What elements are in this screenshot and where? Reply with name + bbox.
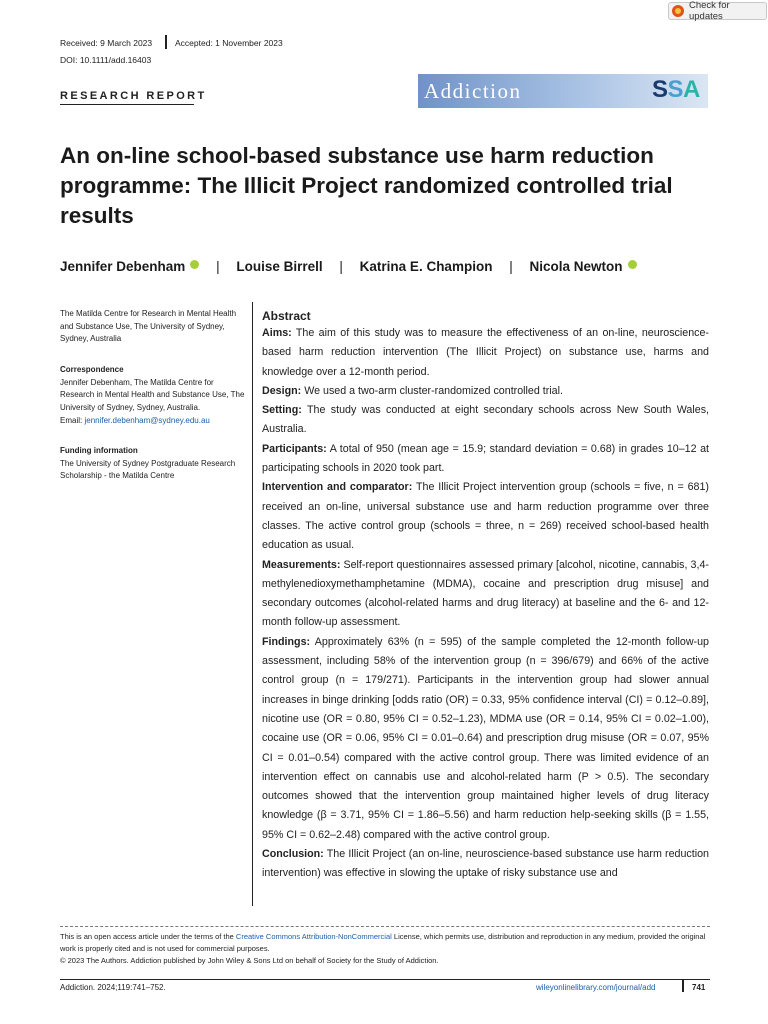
ssa-logo: SSA <box>652 76 700 103</box>
orcid-icon[interactable] <box>190 260 199 269</box>
crossmark-icon <box>672 5 684 17</box>
meta-divider <box>165 35 167 49</box>
author-list <box>60 259 700 274</box>
license-note: This is an open access article under the terms of the Creative Commons Attribution-NonCommercial License, which permits use, distribution and reproduction in any medium, provided the original work is properly cited and is not used for commercial purposes. © 2023 The Authors. Addiction published by John Wiley & Sons Ltd on behalf of Society for the Study of Addiction. <box>60 932 706 965</box>
abstract-divider <box>252 302 253 906</box>
copyright: © 2023 The Authors. Addiction published by John Wiley & Sons Ltd on behalf of Society for the Study of Addiction. <box>60 956 439 965</box>
page-number: 741 <box>692 983 706 992</box>
author-separator: | <box>509 259 513 274</box>
section-label: RESEARCH REPORT <box>60 90 207 102</box>
abstract-measurements: Measurements: Self-report questionnaires assessed primary [alcohol, nicotine, cannabis, 3,4-methylenedioxymethamphetamine (MDMA), cocaine and prescription drug misuse] and secondary outcomes (alcohol-related harms and drug literacy) at baseline and the 6- and 12-month follow-up assessment. <box>262 558 709 629</box>
funding-heading: Funding information <box>60 446 138 455</box>
author-name[interactable]: Katrina E. Champion <box>359 259 493 274</box>
journal-name: Addiction <box>424 79 522 103</box>
abstract-heading: Abstract <box>262 309 311 323</box>
funding-block <box>60 445 250 483</box>
received-date: Received: 9 March 2023 <box>60 38 153 48</box>
journal-url-link[interactable]: wileyonlinelibrary.com/journal/add <box>536 983 656 992</box>
abstract-participants: Participants: A total of 950 (mean age = 15.9; standard deviation = 0.68) in grades 10–12 at participating schools in 2020 took part. <box>262 442 709 475</box>
cc-license-link[interactable]: Creative Commons Attribution-NonCommercial <box>235 932 392 941</box>
author-separator: | <box>216 259 220 274</box>
author-name[interactable]: Louise Birrell <box>236 259 323 274</box>
abstract-design: Design: We used a two-arm cluster-randomized controlled trial. <box>262 384 563 397</box>
affiliation: The Matilda Centre for Research in Mental Health and Substance Use, The University of Sydney, Sydney, Australia <box>60 309 237 344</box>
footer-citation: Addiction. 2024;119:741–752. <box>60 983 166 992</box>
email-label: Email: <box>60 415 83 425</box>
check-for-updates-button[interactable] <box>668 2 767 20</box>
author-separator: | <box>339 259 343 274</box>
check-for-updates-label: Check for updates <box>688 0 730 22</box>
funding-text: The University of Sydney Postgraduate Research Scholarship - the Matilda Centre <box>60 458 236 481</box>
footer-rule <box>60 979 710 980</box>
doi: DOI: 10.1111/add.16403 <box>60 55 152 65</box>
author-name[interactable]: Jennifer Debenham <box>60 259 186 274</box>
section-label-underline <box>60 104 194 105</box>
accepted-date: Accepted: 1 November 2023 <box>175 38 283 48</box>
correspondence-block <box>60 364 250 428</box>
correspondence-heading: Correspondence <box>60 365 124 374</box>
author-name[interactable]: Nicola Newton <box>529 259 623 274</box>
abstract-conclusion: Conclusion: The Illicit Project (an on-line, neuroscience-based substance use harm reduction intervention) was effective in slowing the uptake of risky substance use and <box>262 848 710 880</box>
orcid-icon[interactable] <box>628 260 637 269</box>
article-title: An on-line school-based substance use harm reduction programme: The Illicit Project randomized controlled trial results <box>60 143 673 228</box>
correspondence-email-link[interactable]: jennifer.debenham@sydney.edu.au <box>84 415 210 425</box>
correspondence-text: Jennifer Debenham, The Matilda Centre for Research in Mental Health and Substance Use, The University of Sydney, Sydney, Australia. <box>60 377 245 413</box>
footer-divider <box>682 980 684 992</box>
abstract-intervention: Intervention and comparator: The Illicit Project intervention group (schools = five, n = 681) received an on-line, universal substance use and harm reduction programme over three classes. The active control group (schools = three, n = 269) received school-based health education as usual. <box>262 481 709 552</box>
license-divider <box>60 926 710 927</box>
abstract <box>262 306 709 884</box>
abstract-findings: Findings: Approximately 63% (n = 595) of the sample completed the 12-month follow-up assessment, including 58% of the intervention group (n = 396/679) and 66% of the active control group (n = 179/271). Participants in the intervention group had slower annual increases in binge drinking [odds ratio (OR) = 0.33, 95% confidence interval (CI) = 0.12–0.89], nicotine use (OR = 0.80, 95% CI = 0.52–1.23), MDMA use (OR = 0.14, 95% CI = 0.02–1.00), cocaine use (OR = 0.06, 95% CI = 0.01–0.64) and prescription drug misuse (OR = 0.07, 95% CI = 0.01–0.54) compared with the active control group. There was limited evidence of an intervention effect on cannabis use and alcohol-related harm (P > 0.5). The secondary outcomes showed that the intervention group maintained higher levels of drug literacy knowledge (β = 3.71, 95% CI = 1.86–5.56) and harm reduction help-seeking skills (β = 1.55, 95% CI = 0.62–2.48) compared with the active control group. <box>262 635 709 841</box>
abstract-setting: Setting: The study was conducted at eight secondary schools across New South Wales, Australia. <box>262 404 710 436</box>
abstract-aims: Aims: The aim of this study was to measure the effectiveness of an on-line, neuroscience-based harm reduction intervention (The Illicit Project) on substance use, harms and knowledge over a 12-month period. <box>262 327 709 378</box>
